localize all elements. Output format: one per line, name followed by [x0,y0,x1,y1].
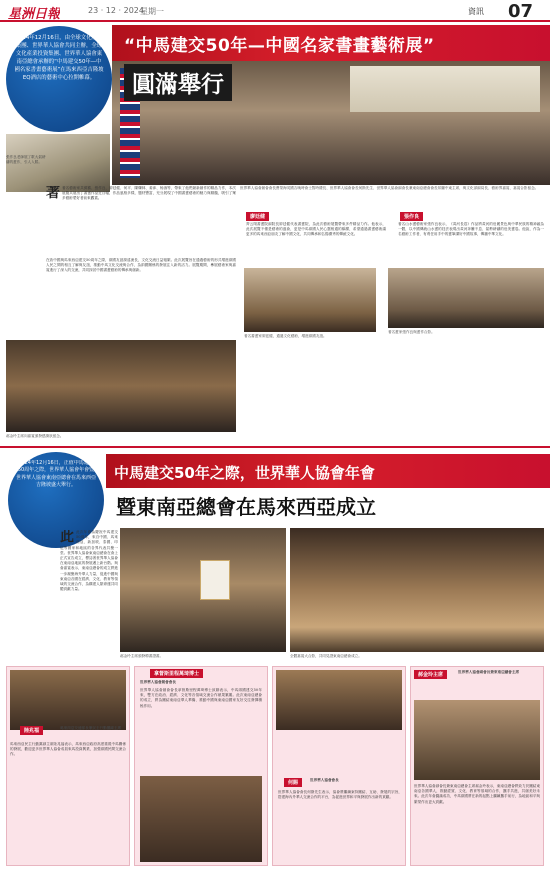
artist2-name-tag: 張作良 [400,212,423,221]
story1-subtitle: 圓滿舉行 [124,64,232,101]
profile-hao-role: 世界華人協會副會長兼東南亞總會主席 [458,670,520,674]
artist2-caption: 著名畫家張作良與畫作合影。 [388,330,435,334]
artist1-photo [244,268,376,332]
profile-hao-text: 世界華人協會副會長兼東南亞總會主席郝金玲表示，東南亞總會將致力於團結東南亞各國華人，推動經貿、文化、教育等領域的合作，攜手共進，共創美好未來。此次年會圓滿成功，中馬兩國將在新的起點上繼續攜手前行，為地區和平與繁榮作出更大貢獻。 [414,784,540,804]
profile-lu-photo [10,670,126,730]
artist1-caption: 著名書畫家廖廷健，通過文化藝術，增進兩國友誼。 [244,334,327,338]
profile-cheng-text: 世界華人協會創會會長拿督斯里程萬琦博士致辭表示，中馬兩國建交50年來，雙方在政治、經濟、文化等各領域交流合作碩果累累。此次東南亞總會的成立，將為團結東南亞華人華僑、推動中國與東南亞國家友好交往發揮積極作用。 [140,688,262,708]
section-name: 資訊 [468,7,484,16]
section-divider [0,446,550,448]
certificate-frame [200,560,230,600]
profile-lu-name: 陸兆福 [20,726,43,735]
story1-body-intro: 著著名藝術家共濟霸、張作良、廖廷健、何平、陳爍林、姜沛、杨濤等，帶來了他們最新創作的精品力作，本次展覽共展出了書畫作品近百幅，作品風格多樣，題材豐富，充分展現了中國書畫藝術的魅力與精髓，吸引了眾多藝術愛好者前來觀賞。 [46,186,236,201]
story2-headline: 中馬建交50年之際，世界華人協會年會 [114,464,375,482]
story2-caption2: 全體嘉賓大合影，共同見證東南亞總會成立。 [290,654,362,658]
issue-weekday: 星期一 [140,7,164,16]
profile-he-text: 世界華人協會會長何斯先生表示，協會將繼續秉持團結、互助、發展的宗旨，搭建海內外華人交流合作的平台，為促進世界和平與發展作出新的貢獻。 [278,790,402,800]
story1-headline: “中馬建交50年—中國名家書畫藝術展” [124,36,435,56]
artist2-photo [388,268,544,328]
profile-lu-role: 馬來西亞交通部長兼民主行動黨副主席 [60,726,122,730]
story1-photo-caption: 世界華人協會創會會長曹榮海英國吉晚時會士暫時禮長、世界華人協會會長何斯先生、世界華人協會副會長兼東南亞總會會長邦蘭中東主席，與文化部副局長、藝術界嘉賓、嘉賓合影留念。 [240,186,539,190]
painting-backdrop [350,66,540,112]
profile-cheng-role: 世界華人協會創會會長 [140,680,176,684]
profile-cheng-photo [140,776,262,862]
newspaper-logo: 星洲日報 [8,7,61,22]
artist1-text: 齊云岡書畫院副院長廖廷健代表書畫院，為此次藝術展覽帶來多件精品力作。他表示，此次展覽不僅是藝術的盛會，更是中馬兩國人民心靈相通的橋樑，希望通過書畫藝術讓更多的馬來西亞朋友了解中國文化，共同傳承和弘揚優秀的傳統文化。 [246,222,386,237]
story2-body: 此此次年會為慶祝中馬建交50周年，來自中國、馬來西亞、新加坡、泰國、印尼等國家和地區的各界代表共聚一堂。世界華人協會東南亞總會在會上正式宣告成立，標誌著世界華人協會在東南亞地區的發展邁上新台階。與會嘉賓表示，東南亞總會的成立將進一步凝聚海外華人力量，促進中國與東南亞各國在經濟、文化、教育等領域的交流合作，為構建人類命運共同體貢獻力量。 [60,530,118,592]
award-caption: 郝金玲主席向嘉賓頒發感謝狀留念。 [6,434,64,438]
story1-lead-text: 2024年12月16日，由全球文化產業集團、世界華人協會共同主辦，全球文化產業投資集團、世界華人協會東南亞總會承辦的“中馬建交50年—中國名家書畫藝術展”在馬來西亞吉隆坡EQ酒店的藝術中心拉開帷幕。 [14,35,104,81]
profile-he-photo [276,670,402,730]
profile-hao-photo [414,700,540,780]
profile-hao-name: 郝金玲主席 [414,670,447,679]
profile-cheng-name: 拿督斯里程萬琦博士 [150,669,203,678]
issue-date: 23 · 12 · 2024 [88,6,144,15]
story2-group-photo [290,528,544,652]
award-photo [6,340,236,432]
page-number: 07 [508,1,534,22]
profile-he-role: 世界華人協會會長 [310,778,339,782]
profile-lu-text: 馬來西亞民主行動黨副主席陸兆福表示，馬來西亞政府高度重視中馬關係的發展，歡迎更多世界華人協會成員來馬投資興業，加強兩國民間交流合作。 [10,742,126,757]
artist2-text: 著名山水畫藝術家張作良表示，《黃河長卷》作品將黃河的壯麗景色與中華民族的精神融為一體，以中國傳統山水畫的技法表現出黃河奔騰不息、氣勢磅礴的壯美畫卷。他說，作為一名藝術工作者，有責任用手中的畫筆講好中國故事，傳播中華文化。 [398,222,544,237]
story2-subtitle: 暨東南亞總會在馬來西亞成立 [116,495,376,519]
profile-he-name: 何賜 [284,778,302,787]
artist1-name-tag: 廖廷健 [246,212,269,221]
story2-lead-text: 2024年12月16日，正值中馬建交50周年之際，世界華人協會年會暨世界華人協會東南亞總會在馬來西亞吉隆坡盛大舉行。 [16,460,96,489]
landscape-caption: 張作良老師展了歌大氣磅礴的畫作，引人入勝。 [6,155,46,164]
story1-body-more: 在致中國與馬來西亞建交50周年之際，兩國友誼源遠流長，文化交流日益頻繁。此次展覽旨在通過藝術的形式增進兩國人民之間的相互了解與友誼，推動中馬文化交流與合作，為兩國關係的發展注入新的活力。展覽期間，參展藝術家與嘉賓進行了深入的交流，共同探討中國書畫藝術的傳承與創新。 [46,258,236,273]
story2-caption1: 郝金玲主席頒發聘書證書。 [120,654,164,658]
